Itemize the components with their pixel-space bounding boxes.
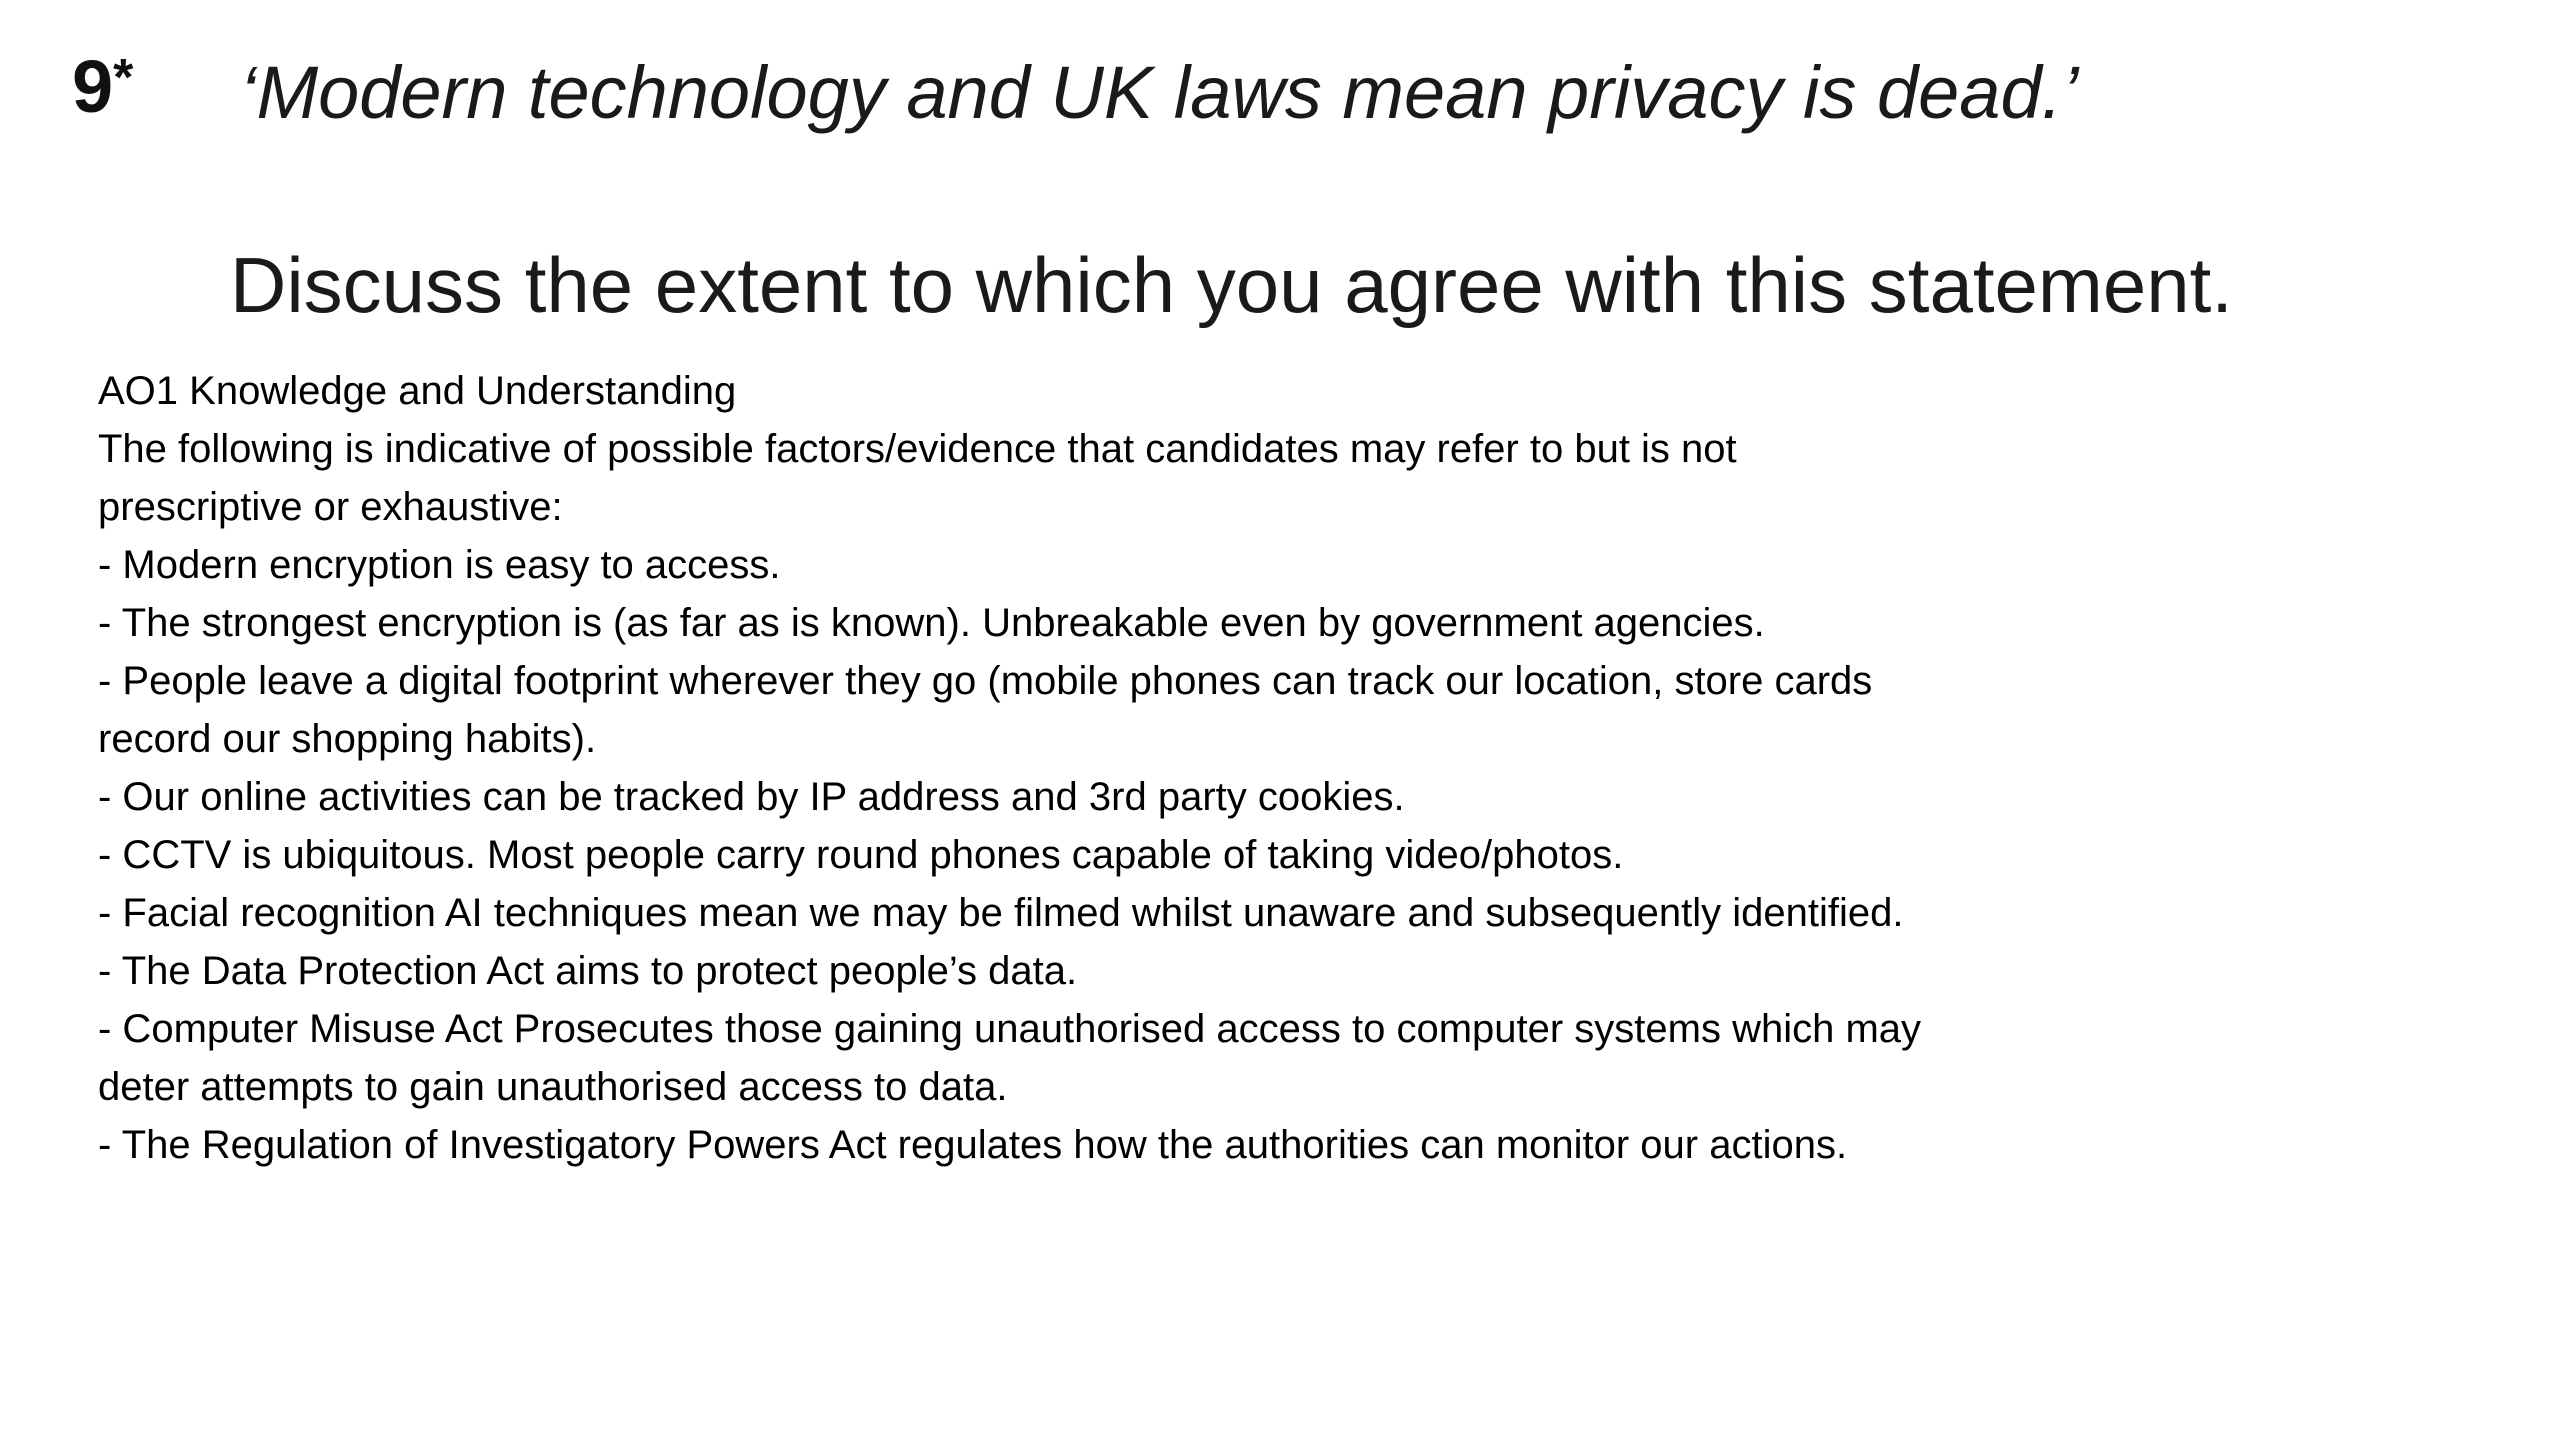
mark-scheme-point: - The Regulation of Investigatory Powers Act regulates how the authorities can monitor our actions. xyxy=(98,1123,1848,1167)
mark-scheme-point: - People leave a digital footprint wherever they go (mobile phones can track our location, store cards record our shopping habits). xyxy=(98,659,1873,761)
mark-scheme-point: - The Data Protection Act aims to protect people’s data. xyxy=(98,949,1078,993)
question-star: * xyxy=(113,49,134,107)
mark-scheme-point: - Our online activities can be tracked by IP address and 3rd party cookies. xyxy=(98,775,1405,819)
mark-scheme-intro: The following is indicative of possible factors/evidence that candidates may refer to but is not prescriptive or exhaustive: xyxy=(98,427,1737,529)
mark-scheme-point: - Computer Misuse Act Prosecutes those gaining unauthorised access to computer systems which may deter attempts to gain unauthorised access to data. xyxy=(98,1007,1922,1109)
question-instruction: Discuss the extent to which you agree with this statement. xyxy=(230,241,2233,329)
question-statement: ‘Modern technology and UK laws mean privacy is dead.’ xyxy=(240,51,2079,134)
mark-scheme xyxy=(98,362,1938,1174)
mark-scheme-point: - Modern encryption is easy to access. xyxy=(98,543,781,587)
mark-scheme-heading: AO1 Knowledge and Understanding xyxy=(98,369,737,413)
mark-scheme-point: - CCTV is ubiquitous. Most people carry round phones capable of taking video/photos. xyxy=(98,833,1624,877)
question-number xyxy=(72,45,134,128)
mark-scheme-point: - The strongest encryption is (as far as is known). Unbreakable even by government agencies. xyxy=(98,601,1765,645)
mark-scheme-point: - Facial recognition AI techniques mean we may be filmed whilst unaware and subsequently identified. xyxy=(98,891,1904,935)
question-number-value: 9 xyxy=(72,45,114,128)
